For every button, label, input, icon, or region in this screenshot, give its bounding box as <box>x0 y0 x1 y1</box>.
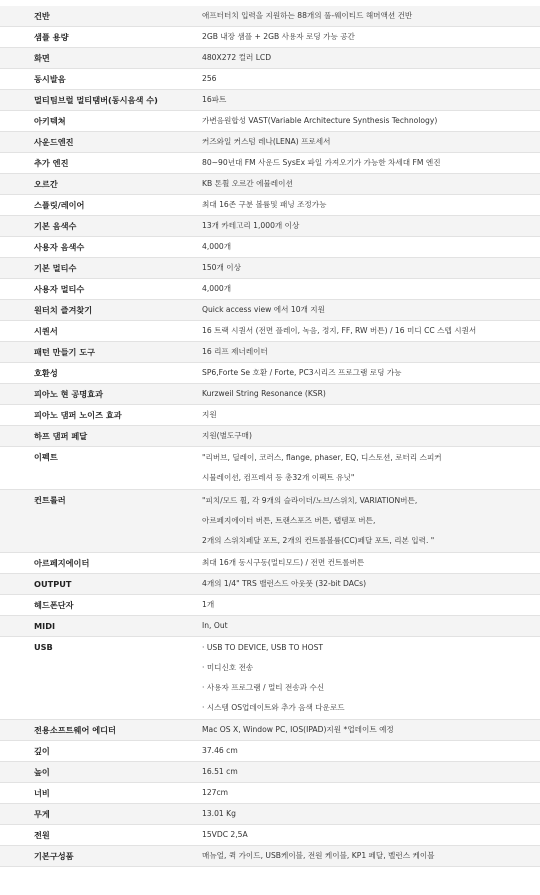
spec-value-line: 16.51 cm <box>202 767 238 776</box>
spec-row <box>0 342 540 363</box>
spec-value-line: 15VDC 2,5A <box>202 830 248 839</box>
spec-label: 스플릿/레이어 <box>34 200 85 210</box>
spec-value-line: In, Out <box>202 621 228 630</box>
spec-label: 무게 <box>34 809 50 819</box>
spec-value-line: "피치/모드 휠, 각 9개의 슬라이더/노브/스위치, VARIATION버튼, <box>202 496 418 505</box>
spec-row <box>0 237 540 258</box>
spec-value-line: 애프터터치 입력을 지원하는 88개의 풀-웨이티드 해머액션 건반 <box>202 11 413 20</box>
spec-value <box>194 174 540 194</box>
spec-label: 기본구성품 <box>34 851 74 861</box>
spec-value <box>194 27 540 47</box>
spec-label: 헤드폰단자 <box>34 600 74 610</box>
spec-label: 컨트롤러 <box>34 495 66 505</box>
spec-value <box>194 490 540 552</box>
spec-value-line: 127cm <box>202 788 229 797</box>
spec-row <box>0 741 540 762</box>
spec-value <box>194 90 540 110</box>
spec-row <box>0 720 540 741</box>
spec-value-line: 16 트랙 시퀀서 (전면 플레이, 녹음, 정지, FF, RW 버튼) / 16 미디 CC 스텝 시퀀서 <box>202 326 477 335</box>
spec-row <box>0 69 540 90</box>
spec-value <box>194 405 540 425</box>
spec-value <box>194 216 540 236</box>
spec-label: 오르간 <box>34 179 58 189</box>
spec-label: 기본 멀티수 <box>34 263 77 273</box>
spec-value <box>194 195 540 215</box>
spec-value <box>194 237 540 257</box>
spec-value-line: 150개 이상 <box>202 263 241 272</box>
spec-value-line: 지원(별도구매) <box>202 431 252 440</box>
spec-value <box>194 825 540 845</box>
spec-value <box>194 553 540 573</box>
spec-label: 사용자 멀티수 <box>34 284 85 294</box>
spec-value <box>194 279 540 299</box>
spec-value-line: 16파트 <box>202 95 227 104</box>
spec-value <box>194 595 540 615</box>
spec-row <box>0 6 540 27</box>
spec-value <box>194 637 540 719</box>
spec-value <box>194 720 540 740</box>
spec-value <box>194 153 540 173</box>
spec-value <box>194 300 540 320</box>
spec-row <box>0 258 540 279</box>
spec-value <box>194 384 540 404</box>
spec-value-line: "리버브, 딜레이, 코러스, flange, phaser, EQ, 디스토션, 로터리 스피커 <box>202 453 442 462</box>
spec-value <box>194 762 540 782</box>
spec-label: 피아노 현 공명효과 <box>34 389 103 399</box>
spec-label: 화면 <box>34 53 50 63</box>
spec-value-line: 480X272 컬러 LCD <box>202 53 272 62</box>
spec-value <box>194 616 540 636</box>
spec-value-line: 13.01 Kg <box>202 809 236 818</box>
spec-label: 패턴 만들기 도구 <box>34 347 96 357</box>
spec-value-line: 13개 카테고리 1,000개 이상 <box>202 221 300 230</box>
spec-value-line: Mac OS X, Window PC, IOS(IPAD)지원 *업데이트 예정 <box>202 725 394 734</box>
spec-row <box>0 174 540 195</box>
spec-label: 전원 <box>34 830 50 840</box>
spec-row <box>0 216 540 237</box>
spec-label: 아키텍쳐 <box>34 116 66 126</box>
spec-value-line: 2GB 내장 샘플 + 2GB 사용자 로딩 가능 공간 <box>202 32 355 41</box>
spec-value-line: KB 톤휠 오르간 에뮬레이션 <box>202 179 293 188</box>
spec-value-line: 256 <box>202 74 217 83</box>
spec-label: 전용소프트웨어 에디터 <box>34 725 116 735</box>
spec-label: 멀티팀브럴 멀티탬버(동시음색 수) <box>34 95 158 105</box>
spec-row <box>0 783 540 804</box>
spec-row <box>0 825 540 846</box>
spec-label: 아르페지에이터 <box>34 558 90 568</box>
spec-value <box>194 846 540 866</box>
spec-value-line: · 시스템 OS업데이트와 추가 음색 다운로드 <box>202 703 345 712</box>
spec-value-line: 4개의 1/4" TRS 밸런스드 아웃풋 (32-bit DACs) <box>202 579 367 588</box>
spec-value <box>194 342 540 362</box>
spec-label: USB <box>34 642 53 652</box>
spec-row <box>0 574 540 595</box>
spec-row <box>0 447 540 490</box>
spec-value-line: Quick access view 에서 10개 지원 <box>202 305 325 314</box>
spec-value <box>194 426 540 446</box>
spec-value-line: 2개의 스위치페달 포트, 2개의 컨트롤볼륨(CC)페달 포트, 리본 입력. " <box>202 536 435 545</box>
spec-value-line: 가변음원합성 VAST(Variable Architecture Synthesis Technology) <box>202 116 438 125</box>
spec-value-line: 37.46 cm <box>202 746 238 755</box>
spec-label: 샘플 용량 <box>34 32 69 42</box>
spec-value <box>194 48 540 68</box>
spec-value-line: 아르페지에이터 버튼, 트랜스포즈 버튼, 탭템포 버튼, <box>202 516 376 525</box>
spec-row <box>0 321 540 342</box>
spec-value-line: 80~90년대 FM 사운드 SysEx 파일 가져오기가 가능한 차세대 FM 엔진 <box>202 158 441 167</box>
spec-row <box>0 762 540 783</box>
spec-label: 이펙트 <box>34 452 58 462</box>
spec-row <box>0 300 540 321</box>
spec-row <box>0 195 540 216</box>
spec-row <box>0 90 540 111</box>
spec-value-line: · 사용자 프로그램 / 멀티 전송과 수신 <box>202 683 325 692</box>
spec-label: 원터치 즐겨찾기 <box>34 305 93 315</box>
spec-label: 깊이 <box>34 746 50 756</box>
spec-label: 동시발음 <box>34 74 66 84</box>
spec-value-line: 4,000개 <box>202 284 232 293</box>
spec-value-line: 매뉴얼, 퀵 가이드, USB케이블, 전원 케이블, KP1 페달, 벨런스 케이블 <box>202 851 435 860</box>
spec-value-line: 4,000개 <box>202 242 232 251</box>
spec-row <box>0 363 540 384</box>
spec-value-line: 16 리프 제너레이터 <box>202 347 268 356</box>
spec-row <box>0 405 540 426</box>
spec-label: OUTPUT <box>34 579 72 589</box>
spec-value-line: 커즈와일 커스텀 레나(LENA) 프로세서 <box>202 137 331 146</box>
spec-value <box>194 363 540 383</box>
spec-label: 시퀀서 <box>34 326 58 336</box>
spec-label: MIDI <box>34 621 56 631</box>
spec-label: 하프 댐퍼 페달 <box>34 431 88 441</box>
spec-row <box>0 490 540 553</box>
spec-label: 추가 엔진 <box>34 158 69 168</box>
spec-value <box>194 741 540 761</box>
spec-value <box>194 574 540 594</box>
spec-label: 기본 음색수 <box>34 221 77 231</box>
spec-row <box>0 426 540 447</box>
spec-value-line: 최대 16존 구분 볼륨및 패닝 조정가능 <box>202 200 327 209</box>
spec-value <box>194 783 540 803</box>
spec-value <box>194 258 540 278</box>
spec-row <box>0 279 540 300</box>
spec-value <box>194 804 540 824</box>
spec-row <box>0 111 540 132</box>
spec-label: 사운드엔진 <box>34 137 74 147</box>
spec-value <box>194 447 540 489</box>
spec-label: 호환성 <box>34 368 58 378</box>
spec-label: 너비 <box>34 788 50 798</box>
spec-label: 높이 <box>34 767 50 777</box>
spec-value-line: 시뮬레이션, 컴프레셔 등 총32개 이펙트 유닛" <box>202 473 355 482</box>
spec-row <box>0 153 540 174</box>
spec-value-line: Kurzweil String Resonance (KSR) <box>202 389 326 398</box>
spec-row <box>0 48 540 69</box>
spec-row <box>0 616 540 637</box>
spec-value-line: 1개 <box>202 600 215 609</box>
spec-row <box>0 27 540 48</box>
spec-label: 피아노 댐퍼 노이즈 효과 <box>34 410 122 420</box>
spec-value-line: 지원 <box>202 410 217 419</box>
spec-row <box>0 595 540 616</box>
spec-value-line: · 미디신호 전송 <box>202 663 254 672</box>
spec-value <box>194 132 540 152</box>
spec-value <box>194 69 540 89</box>
spec-value <box>194 111 540 131</box>
spec-row <box>0 637 540 720</box>
spec-value-line: · USB TO DEVICE, USB TO HOST <box>202 643 324 652</box>
spec-value-line: 최대 16개 동시구동(멀티모드) / 전면 컨트롤버튼 <box>202 558 365 567</box>
spec-value <box>194 6 540 26</box>
spec-row <box>0 384 540 405</box>
spec-row <box>0 132 540 153</box>
spec-label: 사용자 음색수 <box>34 242 85 252</box>
spec-row <box>0 846 540 867</box>
spec-label: 건반 <box>34 11 50 21</box>
spec-value <box>194 321 540 341</box>
spec-row <box>0 804 540 825</box>
spec-row <box>0 553 540 574</box>
spec-value-line: SP6,Forte Se 호환 / Forte, PC3시리즈 프로그램 로딩 가능 <box>202 368 402 377</box>
